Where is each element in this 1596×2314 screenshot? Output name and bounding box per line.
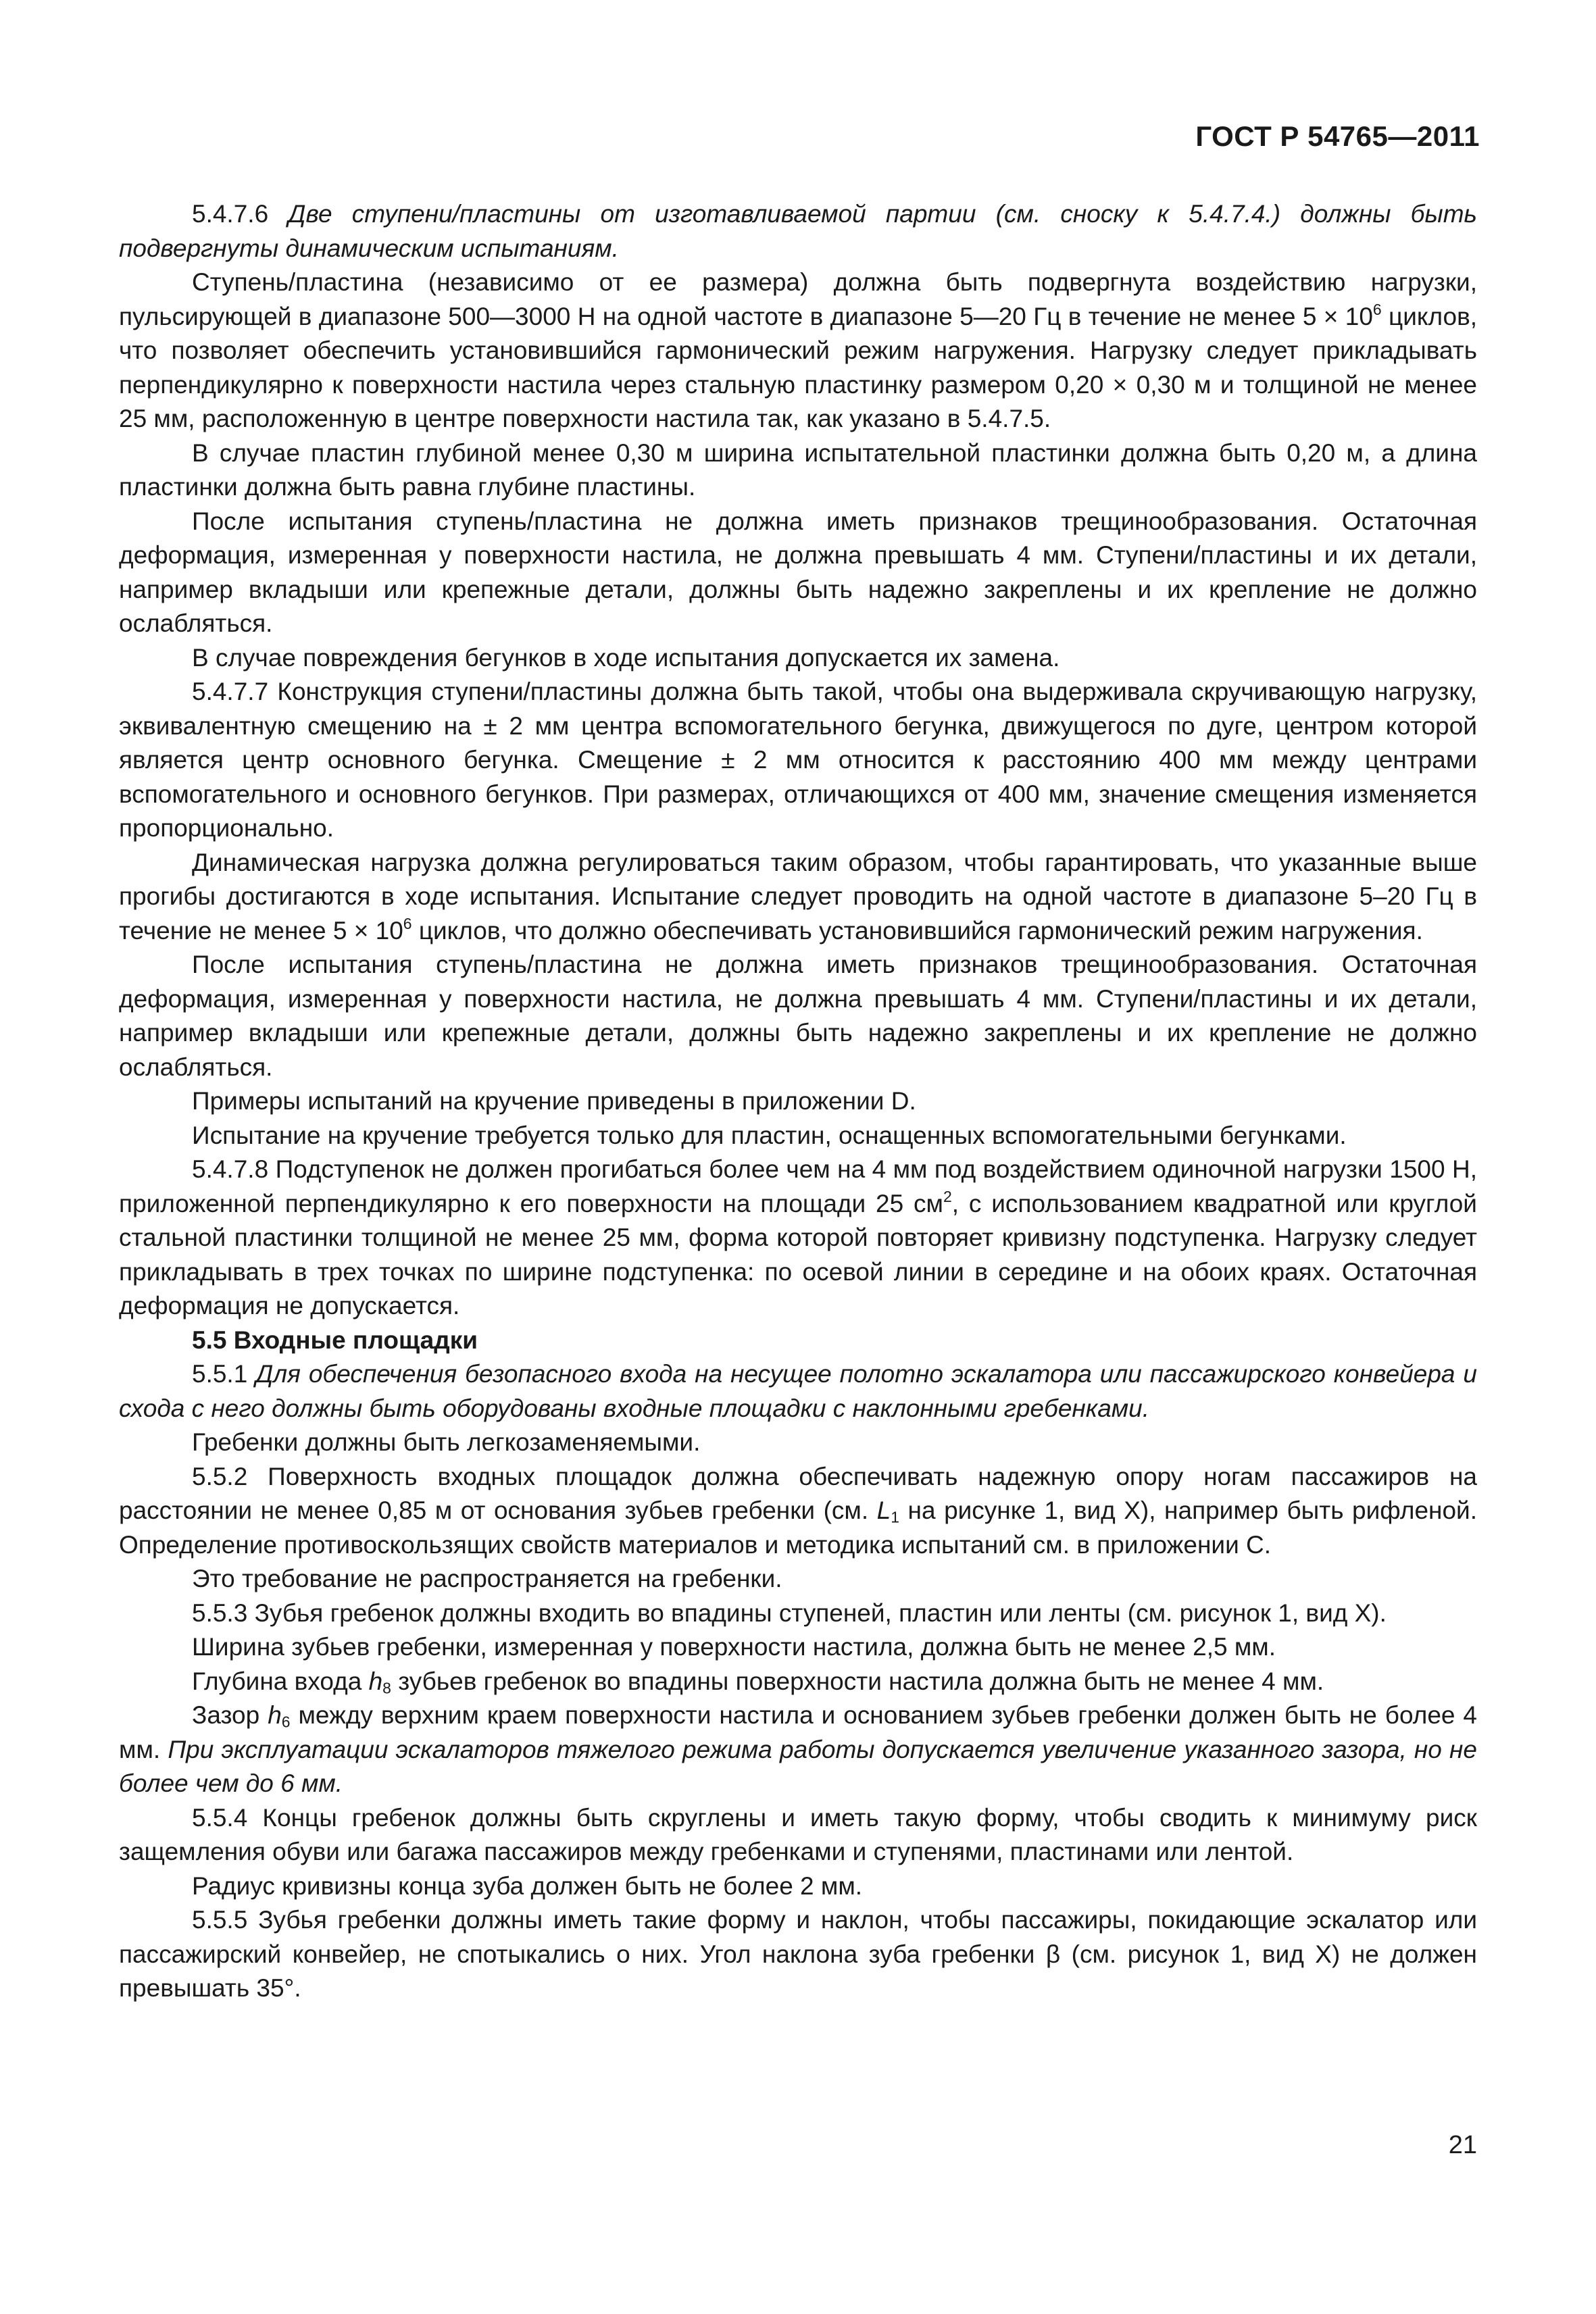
paragraph-5-4-7-6 [119, 197, 1477, 266]
clause-text: Две ступени/пластины от изготавливаемой партии (см. сноску к 5.4.7.4.) должны быть подвергнуты динамическим испытаниям. [119, 200, 1477, 262]
text-segment: , с использованием квадратной или круглой стальной пластинки толщиной не менее 25 мм, форма которой повторяет кривизну подступенка. Нагрузку следует прикладывать в трех точках по ширине подступенка: по осевой линии в середине и на обоих краях. Остаточная деформация не допускается. [119, 1189, 1477, 1319]
document-body [119, 197, 1477, 2006]
text-segment: 5.4.7.8 Подступенок не должен прогибаться более чем на 4 мм под воздействием одиночной нагрузки 1500 Н, приложенной перпендикулярно к его поверхности на площади 25 см [119, 1155, 1477, 1217]
clause-number: 5.4.7.6 [192, 200, 289, 228]
text-segment: на рисунке 1, вид X), например быть рифленой. Определение противоскользящих свойств материалов и методика испытаний см. в приложении C. [119, 1496, 1477, 1559]
paragraph-5-5-3: 5.5.3 Зубья гребенок должны входить во впадины ступеней, пластин или ленты (см. рисунок 1, вид X). [192, 1599, 1387, 1627]
paragraph-5-5-4: 5.5.4 Концы гребенок должны быть скруглены и иметь такую форму, чтобы сводить к минимуму риск защемления обуви или багажа пассажиров между гребенками и ступенями, пластинами или лентой. [119, 1803, 1477, 1865]
paragraph-torsion-scope: Испытание на кручение требуется только для пластин, оснащенных вспомогательными бегунками. [192, 1121, 1347, 1149]
subscript: 1 [891, 1508, 900, 1526]
paragraph-teeth-depth [119, 1665, 1477, 1699]
paragraph-rollers: В случае повреждения бегунков в ходе испытания допускается их замена. [192, 643, 1060, 672]
paragraph-5-5-5: 5.5.5 Зубья гребенки должны иметь такие форму и наклон, чтобы пассажиры, покидающие эскалатор или пассажирский конвейер, не спотыкались о них. Угол наклона зуба гребенки β (см. рисунок 1, вид X) не должен превышать 35°. [119, 1906, 1477, 2002]
italic-note: При эксплуатации эскалаторов тяжелого режима работы допускается увеличение указанного зазора, но не более чем до 6 мм. [119, 1735, 1477, 1797]
superscript: 2 [943, 1187, 952, 1205]
paragraph-5-5-1 [119, 1357, 1477, 1426]
text-segment: циклов, что должно обеспечивать установившийся гармонический режим нагружения. [412, 916, 1423, 945]
paragraph-5-4-7-8 [119, 1153, 1477, 1324]
paragraph-not-combs: Это требование не распространяется на гребенки. [192, 1565, 782, 1592]
subscript: 6 [281, 1713, 291, 1731]
text-segment: Ступень/пластина (независимо от ее размера) должна быть подвергнута воздействию нагрузки, пульсирующей в диапазоне 500—3000 Н на одной частоте в диапазоне 5—20 Гц в течение не менее 5 × 10 [119, 268, 1477, 330]
document-header: ГОСТ Р 54765—2011 [1195, 120, 1480, 152]
paragraph-plate-depth: В случае пластин глубиной менее 0,30 м ширина испытательной пластинки должна быть 0,20 м, а длина пластинки должна быть равна глубине пластины. [119, 438, 1477, 501]
text-segment: 5.5.2 Поверхность входных площадок должна обеспечивать надежную опору ногам пассажиров на расстоянии не менее 0,85 м от основания зубьев гребенки (см. [119, 1462, 1477, 1524]
text-segment: зубьев гребенок во впадины поверхности настила должна быть не менее 4 мм. [391, 1667, 1324, 1695]
variable-symbol: L [876, 1496, 891, 1524]
paragraph-dynamic-load [119, 846, 1477, 949]
paragraph-5-4-7-7: 5.4.7.7 Конструкция ступени/пластины должна быть такой, чтобы она выдерживала скручивающую нагрузку, эквивалентную смещению на ± 2 мм центра вспомогательного бегунка, движущегося по дуге, центром которой является центр основного бегунка. Смещение ± 2 мм относится к расстоянию 400 мм между центрами вспомогательного и основного бегунков. При размерах, отличающихся от 400 мм, значение смещения изменяется пропорционально. [119, 678, 1477, 842]
paragraph-combs-replaceable: Гребенки должны быть легкозаменяемыми. [192, 1428, 701, 1456]
text-segment: Зазор [192, 1701, 268, 1729]
text-segment: Глубина входа [192, 1667, 369, 1695]
paragraph-teeth-width: Ширина зубьев гребенки, измеренная у поверхности настила, должна быть не менее 2,5 мм. [192, 1633, 1276, 1661]
page-number: 21 [1448, 2131, 1477, 2159]
text-segment: между верхним краем поверхности настила и основанием зубьев гребенки должен быть не более 4 мм. [119, 1701, 1478, 1763]
superscript: 6 [403, 914, 412, 932]
text-segment: циклов, что позволяет обеспечить установившийся гармонический режим нагружения. Нагрузку следует прикладывать перпендикулярно к поверхности настила через стальную пластинку размером 0,20 × 0,30 м и толщиной не менее 25 мм, расположенную в центре поверхности настила так, как указано в 5.4.7.5. [119, 302, 1478, 432]
paragraph-5-5-2 [119, 1460, 1477, 1563]
clause-number: 5.5.1 [192, 1360, 256, 1388]
section-heading-5-5: 5.5 Входные площадки [192, 1326, 478, 1354]
clause-text: Для обеспечения безопасного входа на несущее полотно эскалатора или пассажирского конвейера и схода с него должны быть оборудованы входные площадки с наклонными гребенками. [119, 1360, 1478, 1422]
paragraph-step-load [119, 266, 1477, 436]
paragraph-after-test-2: После испытания ступень/пластина не должна иметь признаков трещинообразования. Остаточная деформация, измеренная у поверхности настила, не должна превышать 4 мм. Ступени/пластины и их детали, например вкладыши или крепежные детали, должны быть надежно закреплены и их крепление не должно ослабляться. [119, 951, 1477, 1081]
paragraph-torsion-examples: Примеры испытаний на кручение приведены в приложении D. [192, 1087, 916, 1115]
paragraph-after-test: После испытания ступень/пластина не должна иметь признаков трещинообразования. Остаточная деформация, измеренная у поверхности настила, не должна превышать 4 мм. Ступени/пластины и их детали, например вкладыши или крепежные детали, должны быть надежно закреплены и их крепление не должно ослабляться. [119, 507, 1477, 637]
variable-symbol: h [368, 1667, 383, 1695]
text-segment: Динамическая нагрузка должна регулироваться таким образом, чтобы гарантировать, что указанные выше прогибы достигаются в ходе испытания. Испытание следует проводить на одной частоте в диапазоне 5–20 Гц в течение не менее 5 × 10 [119, 848, 1477, 945]
paragraph-tooth-radius: Радиус кривизны конца зуба должен быть не более 2 мм. [192, 1871, 863, 1900]
paragraph-gap [119, 1699, 1477, 1801]
subscript: 8 [382, 1679, 391, 1697]
variable-symbol: h [268, 1701, 282, 1729]
superscript: 6 [1372, 300, 1382, 318]
